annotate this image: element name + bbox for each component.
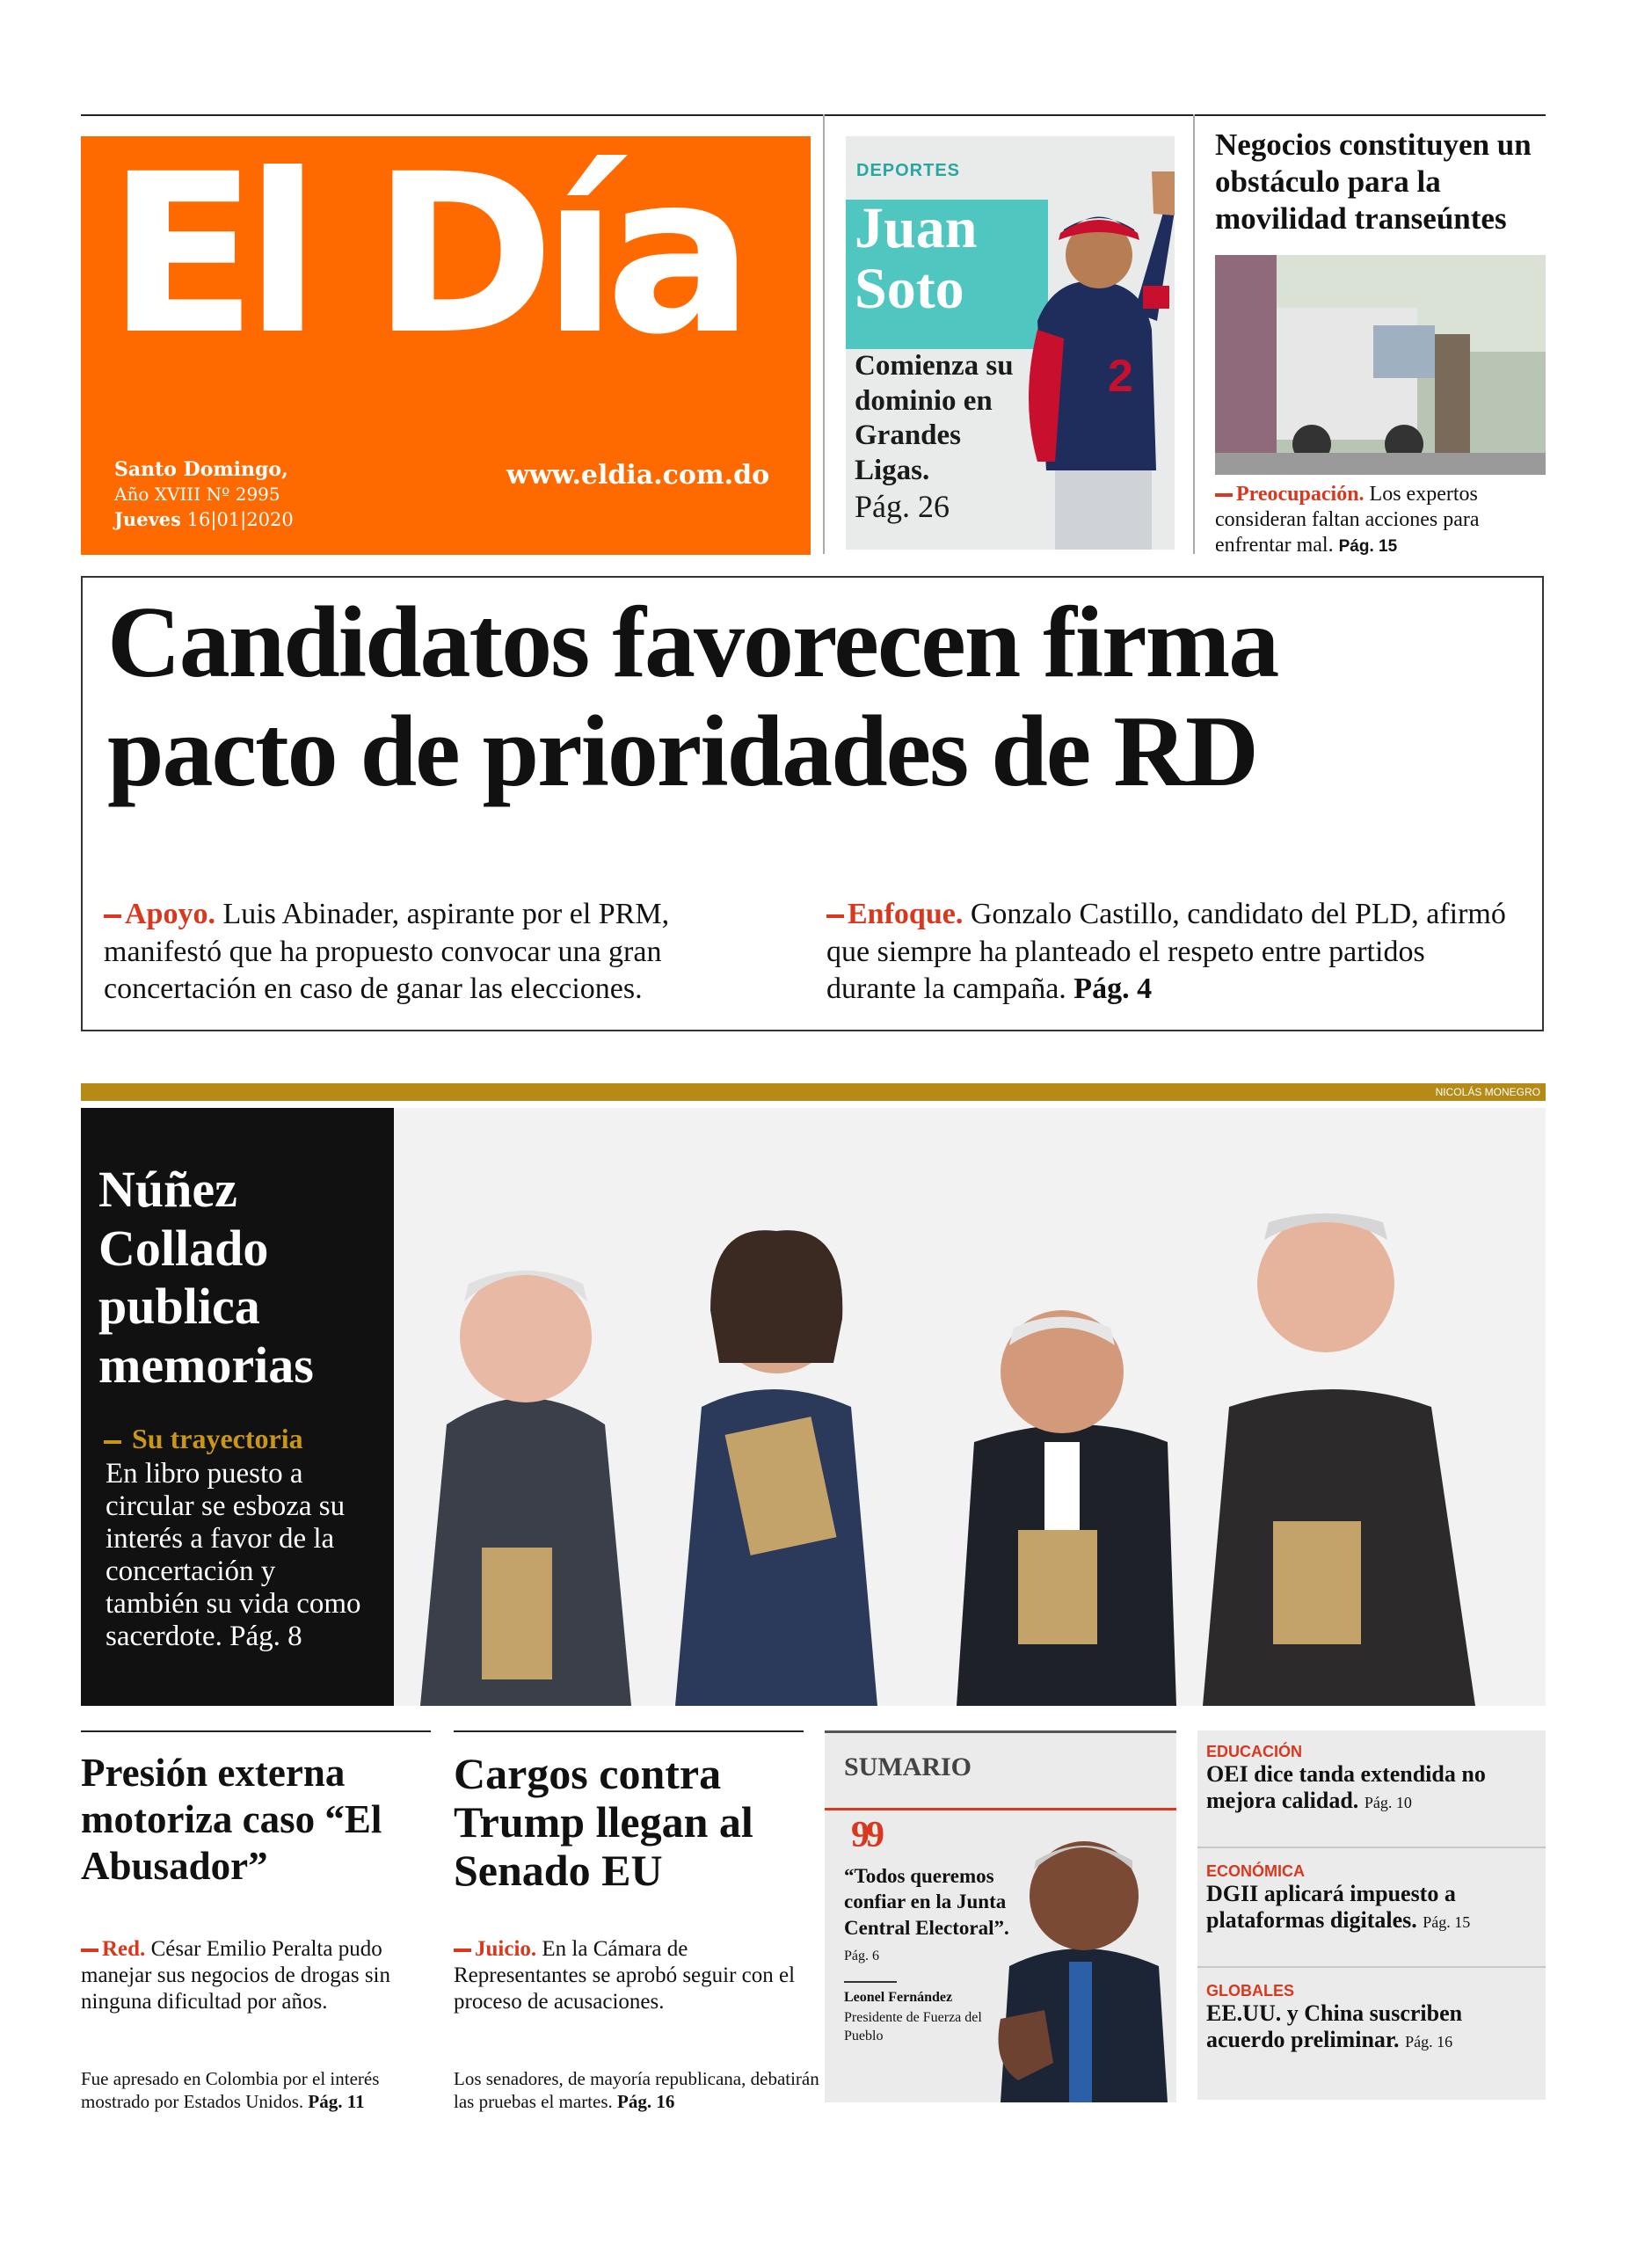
street-truck-photo	[1215, 255, 1546, 475]
top-right-headline[interactable]: Negocios constituyen un obstáculo para la movilidad transeúntes	[1215, 127, 1532, 236]
feature-body: En libro puesto a circular se esboza su interés a favor de la concertación y también su vida como sacerdote. Pág. 8	[106, 1458, 361, 1652]
sumario-item[interactable]	[1206, 1982, 1532, 2053]
kicker-dash	[81, 1949, 98, 1952]
masthead-url[interactable]: www.eldia.com.do	[506, 460, 770, 491]
quote-icon: 99	[851, 1815, 881, 1855]
masthead	[81, 127, 811, 555]
kicker-dash	[104, 1440, 121, 1444]
photo-credit: NICOLÁS MONEGRO	[1435, 1086, 1540, 1098]
kicker-dash	[104, 914, 121, 918]
kicker-dash	[1215, 493, 1233, 497]
sumario-divider	[1197, 1847, 1546, 1848]
sumario-title: SUMARIO	[844, 1752, 972, 1781]
story2-summary: Juicio. En la Cámara de Representantes se aprobó seguir con el proceso de acusaciones.	[454, 1937, 796, 2014]
lead-left-summary: Apoyo. Luis Abinader, aspirante por el PRM, manifestó que ha propuesto convocar una gran concertación en caso de ganar las elecciones.	[104, 898, 670, 1005]
story1-foot: Fue apresado en Colombia por el interés mostrado por Estados Unidos. Pág. 11	[81, 2068, 380, 2112]
sumario-list	[1197, 1730, 1546, 2100]
story2-foot: Los senadores, de mayoría republicana, debatirán las pruebas el martes. Pág. 16	[454, 2068, 819, 2112]
story-rule	[81, 1730, 431, 1732]
sumario-quote: “Todos queremos confiar en la Junta Central Electoral”. Pág. 6	[844, 1865, 1009, 1964]
sumario-item-section: ECONÓMICA	[1206, 1862, 1305, 1880]
sumario-box	[825, 1730, 1176, 2102]
sumario-item[interactable]	[1206, 1743, 1532, 1814]
leonel-fernandez-photo	[992, 1799, 1168, 2102]
sumario-item-section: EDUCACIÓN	[1206, 1743, 1303, 1760]
lead-story	[81, 576, 1544, 1031]
lead-right-summary: Enfoque. Gonzalo Castillo, candidato del PLD, afirmó que siempre ha planteado el respeto entre partidos durante la campaña. Pág. 4	[826, 898, 1506, 1005]
story1-summary: Red. César Emilio Peralta pudo manejar sus negocios de drogas sin ninguna dificultad por años.	[81, 1937, 391, 2014]
column-divider	[1193, 114, 1195, 554]
sumario-divider	[1197, 1966, 1546, 1968]
speaker-name: Leonel Fernández	[844, 1990, 953, 2005]
kicker-dash	[454, 1949, 471, 1952]
story2-headline[interactable]: Cargos contra Trump llegan al Senado EU	[454, 1749, 753, 1895]
masthead-date: Jueves 16|01|2020	[114, 508, 294, 530]
feature-bar	[81, 1083, 1546, 1101]
newspaper-logo[interactable]: El Día	[107, 127, 742, 382]
sports-page-ref: Pág. 26	[855, 489, 950, 524]
speaker-role: Presidente de Fuerza del Pueblo	[844, 2010, 982, 2043]
sports-player-name: Juan Soto	[855, 196, 978, 322]
sumario-item-section: GLOBALES	[1206, 1982, 1295, 2000]
sports-teaser[interactable]	[846, 136, 1175, 550]
feature-kicker: Su trayectoria	[104, 1423, 303, 1455]
sports-headline: Comienza su dominio en Grandes Ligas.	[855, 350, 1014, 486]
speaker-rule	[844, 1981, 897, 1983]
sports-section-label: DEPORTES	[856, 161, 961, 180]
story1-headline[interactable]: Presión externa motoriza caso “El Abusador”	[81, 1751, 382, 1889]
column-divider	[823, 114, 825, 554]
book-launch-photo	[394, 1108, 1546, 1706]
top-rule	[81, 114, 1546, 116]
feature-text-panel	[81, 1108, 394, 1706]
sumario-item-text: DGII aplicará impuesto a plataformas digitales. Pág. 15	[1206, 1881, 1471, 1933]
masthead-city: Santo Domingo,	[114, 458, 288, 481]
sumario-item-text: EE.UU. y China suscriben acuerdo preliminar. Pág. 16	[1206, 2000, 1463, 2052]
kicker-dash	[826, 914, 844, 918]
top-right-summary: Preocupación. Los expertos consideran faltan acciones para enfrentar mal. Pág. 15	[1215, 483, 1480, 557]
svg-text:2: 2	[1108, 351, 1133, 402]
feature-headline[interactable]: Núñez Collado publica memorias	[98, 1161, 314, 1395]
masthead-edition: Año XVIII Nº 2995	[114, 484, 280, 505]
story-rule	[454, 1730, 804, 1732]
lead-headline[interactable]: Candidatos favorecen firma pacto de prioridades de RD	[107, 586, 1278, 809]
sumario-item[interactable]	[1206, 1862, 1532, 1934]
sumario-item-text: OEI dice tanda extendida no mejora calidad. Pág. 10	[1206, 1761, 1486, 1813]
